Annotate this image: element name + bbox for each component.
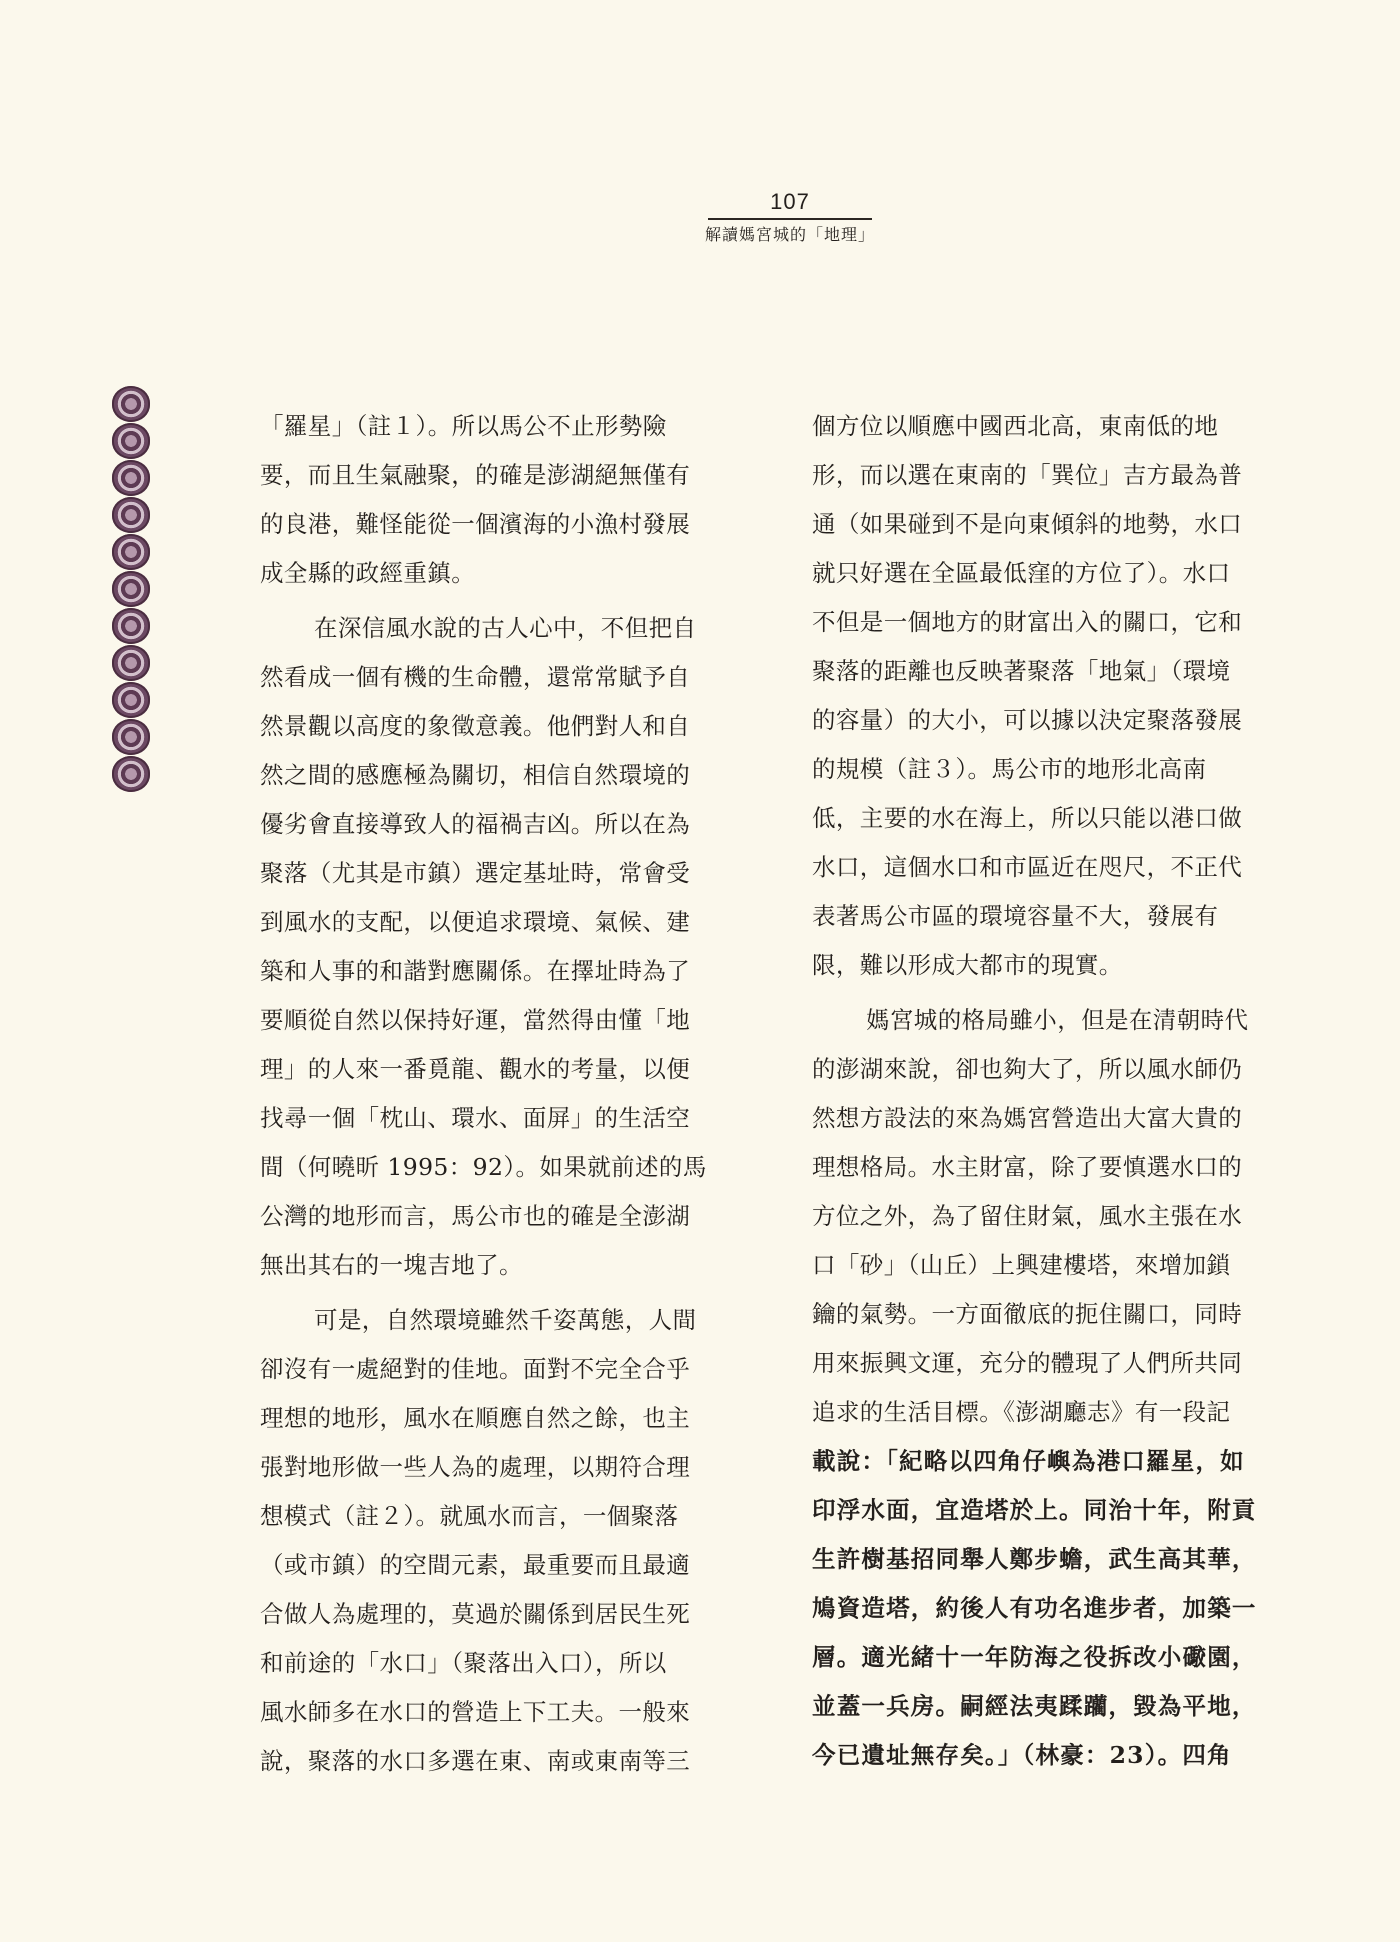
text-line: 個方位以順應中國西北高，東南低的地 — [812, 412, 1219, 440]
text-line: 無出其右的一塊吉地了。 — [260, 1251, 523, 1279]
text-line: 想模式（註２）。就風水而言，一個聚落 — [260, 1502, 679, 1530]
text-line: 公灣的地形而言，馬公市也的確是全澎湖 — [260, 1202, 691, 1230]
page-header — [690, 188, 890, 246]
text-line: 間（何曉昕 1995：92）。如果就前述的馬 — [260, 1153, 707, 1181]
decorative-seal-column — [110, 386, 156, 793]
paragraph-start-line: 可是，自然環境雖然千姿萬態，人間 — [314, 1306, 697, 1334]
text-line: 追求的生活目標。《澎湖廳志》有一段記 — [812, 1398, 1231, 1426]
text-line: 通（如果碰到不是向東傾斜的地勢，水口 — [812, 510, 1243, 538]
seal-ornament-icon — [112, 682, 150, 718]
quotation-line: 印浮水面，宜造塔於上。同治十年，附貢 — [812, 1496, 1257, 1524]
text-line: 然看成一個有機的生命體，還常常賦予自 — [260, 663, 691, 691]
seal-ornament-icon — [112, 386, 150, 422]
paragraph-start-line: 在深信風水說的古人心中，不但把自 — [314, 614, 697, 642]
text-line: 的澎湖來說，卻也夠大了，所以風水師仍 — [812, 1055, 1243, 1083]
page-number: 107 — [770, 189, 810, 214]
seal-ornament-icon — [112, 571, 150, 607]
seal-ornament-icon — [112, 756, 150, 792]
seal-ornament-icon — [112, 645, 150, 681]
text-line: 不但是一個地方的財富出入的關口，它和 — [812, 608, 1243, 636]
text-line: 理想的地形，風水在順應自然之餘，也主 — [260, 1404, 691, 1432]
text-line: 優劣會直接導致人的福禍吉凶。所以在為 — [260, 810, 691, 838]
text-line: 然想方設法的來為媽宮營造出大富大貴的 — [812, 1104, 1243, 1132]
text-line: 找尋一個「枕山、環水、面屏」的生活空 — [260, 1104, 691, 1132]
seal-ornament-icon — [112, 460, 150, 496]
quotation-line: 載說：「紀略以四角仔嶼為港口羅星，如 — [812, 1447, 1245, 1475]
text-line: 方位之外，為了留住財氣，風水主張在水 — [812, 1202, 1243, 1230]
quotation-line: 並蓋一兵房。嗣經法夷蹂躪，毀為平地， — [812, 1692, 1257, 1720]
text-line: 口「砂」（山丘）上興建樓塔，來增加鎖 — [812, 1251, 1231, 1279]
text-line: 形，而以選在東南的「巽位」吉方最為普 — [812, 461, 1243, 489]
text-line: 限，難以形成大都市的現實。 — [812, 951, 1123, 979]
text-line: 水口，這個水口和市區近在咫尺，不正代 — [812, 853, 1243, 881]
quotation-line: 生許樹基招同舉人鄭步蟾，武生高其華， — [812, 1545, 1257, 1573]
text-line: 說，聚落的水口多選在東、南或東南等三 — [260, 1747, 691, 1775]
seal-ornament-icon — [112, 534, 150, 570]
text-line: 「羅星」（註１）。所以馬公不止形勢險 — [260, 412, 667, 440]
text-line: 理」的人來一番覓龍、觀水的考量，以便 — [260, 1055, 691, 1083]
text-line: 築和人事的和諧對應關係。在擇址時為了 — [260, 957, 691, 985]
text-line: 的良港，難怪能從一個濱海的小漁村發展 — [260, 510, 691, 538]
text-line: 然景觀以高度的象徵意義。他們對人和自 — [260, 712, 691, 740]
left-text-column — [260, 402, 730, 1786]
text-line: 然之間的感應極為關切，相信自然環境的 — [260, 761, 691, 789]
header-rule — [708, 218, 872, 220]
text-line: 的容量）的大小，可以據以決定聚落發展 — [812, 706, 1243, 734]
text-line: 卻沒有一處絕對的佳地。面對不完全合乎 — [260, 1355, 691, 1383]
seal-ornament-icon — [112, 608, 150, 644]
text-line: 的規模（註３）。馬公市的地形北高南 — [812, 755, 1207, 783]
text-line: 聚落的距離也反映著聚落「地氣」（環境 — [812, 657, 1231, 685]
quotation-line: 今已遺址無存矣。」（林豪：23）。四角 — [812, 1741, 1232, 1769]
text-line: 和前途的「水口」（聚落出入口），所以 — [260, 1649, 667, 1677]
right-text-column — [812, 402, 1282, 1780]
text-line: 張對地形做一些人為的處理，以期符合理 — [260, 1453, 691, 1481]
text-line: 聚落（尤其是市鎮）選定基址時，常會受 — [260, 859, 691, 887]
text-line: 理想格局。水主財富，除了要慎選水口的 — [812, 1153, 1243, 1181]
quotation-line: 層。適光緒十一年防海之役拆改小礮園， — [812, 1643, 1257, 1671]
seal-ornament-icon — [112, 497, 150, 533]
text-line: 表著馬公市區的環境容量不大，發展有 — [812, 902, 1219, 930]
seal-ornament-icon — [112, 719, 150, 755]
text-line: 鑰的氣勢。一方面徹底的扼住關口，同時 — [812, 1300, 1243, 1328]
paragraph-start-line: 媽宮城的格局雖小，但是在清朝時代 — [866, 1006, 1249, 1034]
quotation-line: 鳩資造塔，約後人有功名進步者，加築一 — [812, 1594, 1257, 1622]
text-line: 低，主要的水在海上，所以只能以港口做 — [812, 804, 1243, 832]
text-line: 就只好選在全區最低窪的方位了）。水口 — [812, 559, 1231, 587]
text-line: 要順從自然以保持好運，當然得由懂「地 — [260, 1006, 691, 1034]
text-line: 風水師多在水口的營造上下工夫。一般來 — [260, 1698, 691, 1726]
text-line: 到風水的支配，以便追求環境、氣候、建 — [260, 908, 691, 936]
text-line: 用來振興文運，充分的體現了人們所共同 — [812, 1349, 1243, 1377]
running-title: 解讀媽宮城的「地理」 — [704, 225, 875, 244]
text-line: 合做人為處理的，莫過於關係到居民生死 — [260, 1600, 691, 1628]
text-line: 要，而且生氣融聚，的確是澎湖絕無僅有 — [260, 461, 691, 489]
text-line: （或市鎮）的空間元素，最重要而且最適 — [260, 1551, 691, 1579]
text-line: 成全縣的政經重鎮。 — [260, 559, 476, 587]
seal-ornament-icon — [112, 423, 150, 459]
